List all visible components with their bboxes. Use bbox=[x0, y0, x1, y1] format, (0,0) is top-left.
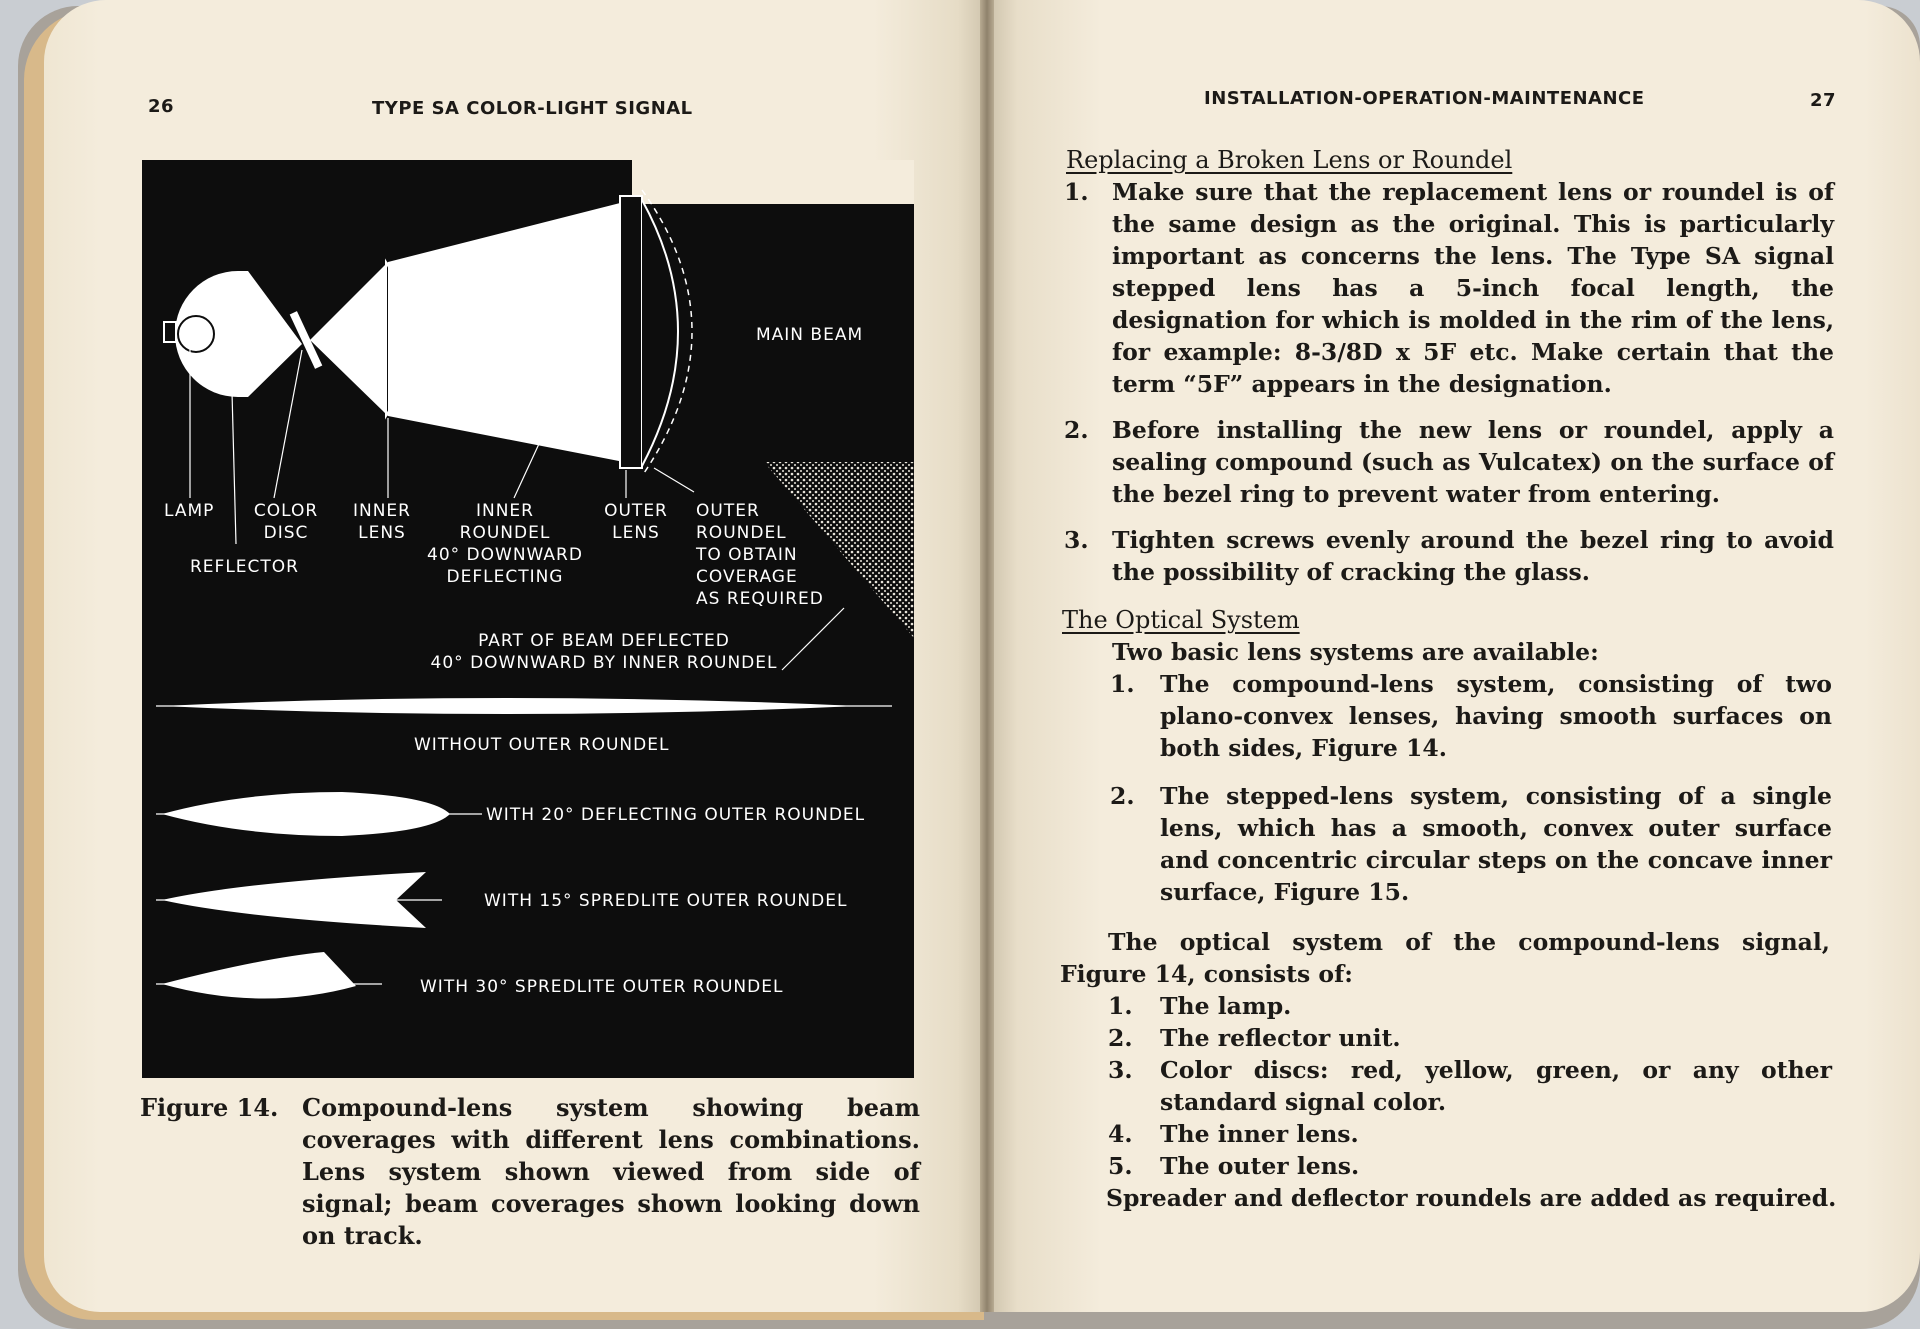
list-item-number: 2. bbox=[1108, 1024, 1133, 1052]
closing-line: Spreader and deflector roundels are added as required. bbox=[1106, 1184, 1837, 1212]
label-part-of-beam-1: PART OF BEAM DEFLECTED bbox=[478, 631, 730, 651]
caption-text: Compound-lens system showing beam coverages with different lens combinations. Lens system shown viewed from side of signal; beam coverages shown looking down on track. bbox=[302, 1093, 920, 1250]
label-inner-roundel-4: DEFLECTING bbox=[446, 567, 564, 587]
label-with-20-deflecting: WITH 20° DEFLECTING OUTER ROUNDEL bbox=[486, 805, 866, 825]
label-outer-roundel-3: TO OBTAIN bbox=[696, 545, 798, 565]
list-item-text: The stepped-lens system, consisting of a single lens, which has a smooth, convex outer surface and concentric circular steps on the concave inner surface, Figure 15. bbox=[1160, 782, 1832, 906]
list-item-number: 2. bbox=[1064, 416, 1089, 444]
left-page-number: 26 bbox=[148, 96, 175, 117]
list-item-number: 3. bbox=[1064, 526, 1089, 554]
label-outer-roundel-2: ROUNDEL bbox=[696, 523, 787, 543]
label-without-outer-roundel: WITHOUT OUTER ROUNDEL bbox=[414, 735, 670, 755]
left-running-head: TYPE SA COLOR-LIGHT SIGNAL bbox=[372, 98, 693, 119]
label-outer-roundel-5: AS REQUIRED bbox=[696, 589, 824, 609]
label-outer-lens-1: OUTER bbox=[604, 501, 668, 521]
caption-label: Figure 14. bbox=[140, 1093, 279, 1122]
leader-part-of-beam bbox=[782, 608, 844, 670]
list-item-number: 4. bbox=[1108, 1120, 1133, 1148]
label-lamp: LAMP bbox=[164, 501, 215, 521]
list-item-number: 1. bbox=[1108, 992, 1133, 1020]
list-item-text: The lamp. bbox=[1160, 992, 1292, 1020]
right-running-head: INSTALLATION-OPERATION-MAINTENANCE bbox=[1204, 88, 1645, 109]
label-inner-lens-2: LENS bbox=[358, 523, 406, 543]
housing-bar bbox=[632, 160, 914, 204]
reflector-cone bbox=[248, 271, 302, 397]
list-item-text: The compound-lens system, consisting of two plano-convex lenses, having smooth surfaces on both sides, Figure 14. bbox=[1160, 670, 1832, 762]
label-outer-lens-2: LENS bbox=[612, 523, 660, 543]
coverage-15-spredlite bbox=[162, 872, 426, 928]
main-beam-cone bbox=[388, 202, 624, 462]
coverage-30-spredlite bbox=[162, 952, 356, 999]
list-item-number: 2. bbox=[1110, 782, 1135, 810]
book-gutter bbox=[980, 0, 994, 1312]
label-inner-roundel-3: 40° DOWNWARD bbox=[427, 545, 583, 565]
leader-reflector bbox=[232, 392, 236, 544]
list-item-text: Make sure that the replacement lens or roundel is of the same design as the original. This is particularly important as concerns the lens. The Type SA signal stepped lens has a 5-inch focal length, the designation for which is molded in the rim of the lens, for example: 8-3/8D x 5F etc. Make certain that the term “5F” appears in the designation. bbox=[1112, 178, 1834, 398]
label-color-disc-2: DISC bbox=[263, 523, 309, 543]
list-item bbox=[1110, 668, 1832, 764]
lamp-socket bbox=[164, 322, 176, 342]
list-item bbox=[1108, 990, 1832, 1022]
label-with-15-spredlite: WITH 15° SPREDLITE OUTER ROUNDEL bbox=[484, 891, 848, 911]
list-item-number: 5. bbox=[1108, 1152, 1133, 1180]
label-part-of-beam-2: 40° DOWNWARD BY INNER ROUNDEL bbox=[430, 653, 778, 673]
list-item bbox=[1064, 414, 1834, 510]
leader-color-disc bbox=[274, 350, 302, 498]
beam-to-inner-lens bbox=[310, 262, 388, 416]
lens-diagram bbox=[142, 160, 914, 1078]
figure-14 bbox=[142, 160, 914, 1078]
label-main-beam: MAIN BEAM bbox=[756, 325, 864, 345]
list-item bbox=[1064, 524, 1834, 588]
leader-outer-roundel bbox=[654, 468, 694, 492]
inner-roundel-shape bbox=[610, 226, 616, 320]
list-item-text: The outer lens. bbox=[1160, 1152, 1360, 1180]
label-inner-lens-1: INNER bbox=[352, 501, 411, 521]
list-item-text: Tighten screws evenly around the bezel ring to avoid the possibility of cracking the glass. bbox=[1112, 526, 1834, 586]
outer-lens-rim bbox=[620, 196, 642, 468]
label-inner-roundel-1: INNER bbox=[475, 501, 534, 521]
list-item-text: The inner lens. bbox=[1160, 1120, 1359, 1148]
list-item-text: Before installing the new lens or roundel, apply a sealing compound (such as Vulcatex) on the surface of the bezel ring to prevent water from entering. bbox=[1112, 416, 1834, 508]
list-item-number: 1. bbox=[1110, 670, 1135, 698]
label-reflector: REFLECTOR bbox=[190, 557, 299, 577]
list-item bbox=[1108, 1022, 1832, 1054]
right-page-number: 27 bbox=[1810, 90, 1837, 111]
list-item bbox=[1108, 1150, 1832, 1182]
list-item-number: 3. bbox=[1108, 1056, 1133, 1084]
list-item bbox=[1108, 1054, 1832, 1118]
label-inner-roundel-2: ROUNDEL bbox=[459, 523, 551, 543]
coverage-20-deflecting bbox=[162, 792, 450, 836]
list-item-text: Color discs: red, yellow, green, or any other standard signal color. bbox=[1160, 1056, 1832, 1116]
label-color-disc-1: COLOR bbox=[253, 501, 319, 521]
lamp-shape bbox=[178, 316, 214, 352]
section-title-replacing-lens: Replacing a Broken Lens or Roundel bbox=[1066, 146, 1513, 174]
list-item bbox=[1064, 176, 1834, 400]
list-item bbox=[1108, 1118, 1832, 1150]
outer-lens-shape bbox=[642, 200, 678, 466]
label-outer-roundel-4: COVERAGE bbox=[696, 567, 798, 587]
list-item-number: 1. bbox=[1064, 178, 1089, 206]
list-item-text: The reflector unit. bbox=[1160, 1024, 1401, 1052]
label-with-30-spredlite: WITH 30° SPREDLITE OUTER ROUNDEL bbox=[420, 977, 784, 997]
list-item bbox=[1110, 780, 1832, 908]
optical-paragraph: The optical system of the compound-lens signal, Figure 14, consists of: bbox=[1060, 928, 1830, 988]
coverage-without-outer bbox=[162, 698, 858, 714]
optical-intro: Two basic lens systems are available: bbox=[1112, 638, 1599, 666]
section-title-optical-system: The Optical System bbox=[1062, 606, 1300, 634]
label-outer-roundel-1: OUTER bbox=[696, 501, 760, 521]
